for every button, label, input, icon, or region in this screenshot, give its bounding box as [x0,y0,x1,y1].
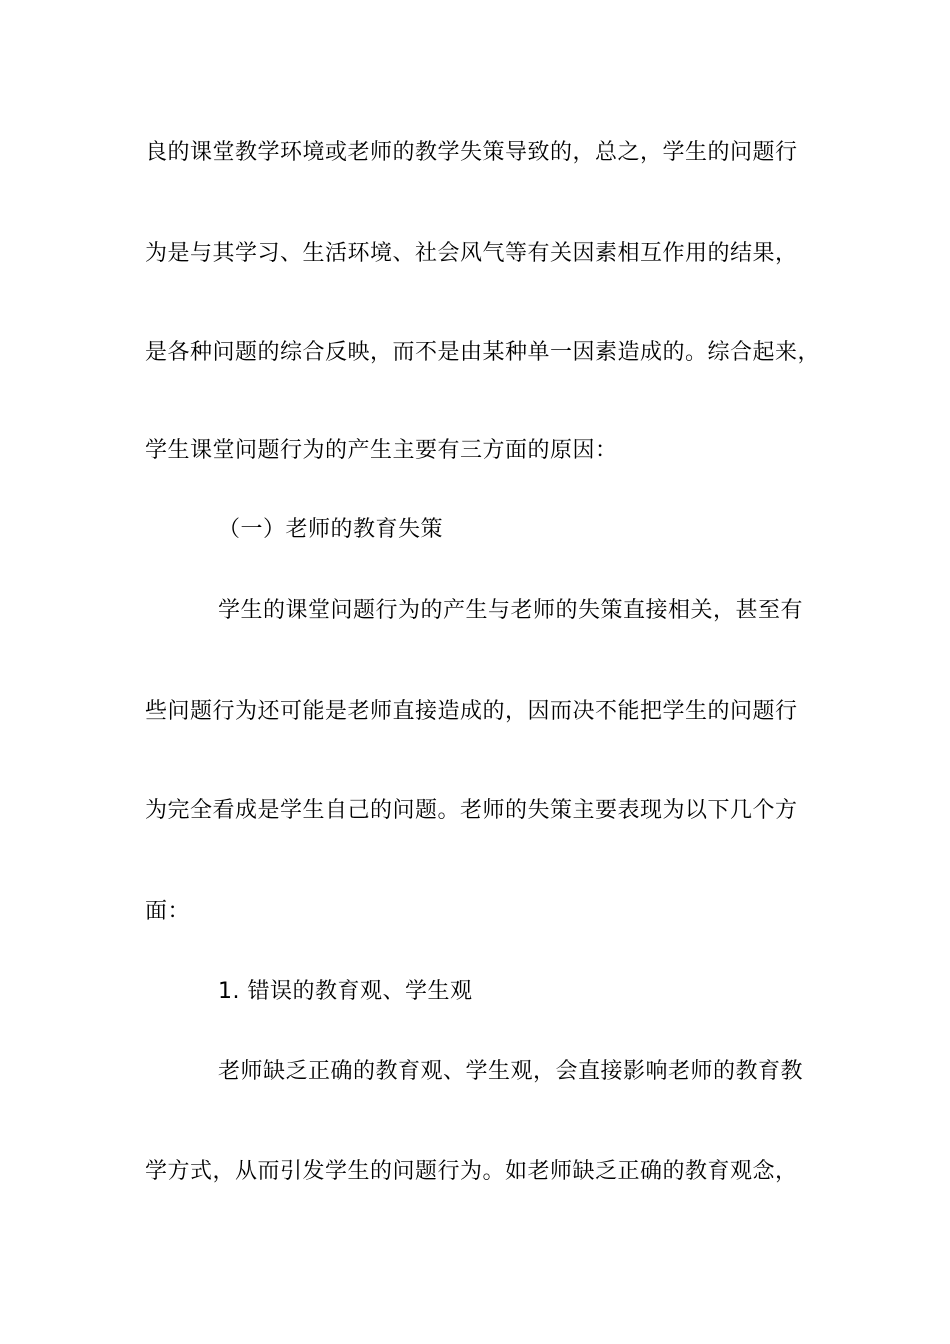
body-text-line: 老师缺乏正确的教育观、学生观，会直接影响老师的教育教 [218,1059,804,1084]
body-text-line: 学生课堂问题行为的产生主要有三方面的原因： [145,438,618,463]
body-text-line: 些问题行为还可能是老师直接造成的，因而决不能把学生的问题行 [145,699,798,724]
section-heading: （一）老师的教育失策 [218,517,444,542]
subsection-heading: 1. 错误的教育观、学生观 [218,979,473,1004]
body-text-line: 为是与其学习、生活环境、社会风气等有关因素相互作用的结果， [145,241,798,266]
body-text-line: 面： [145,899,191,924]
body-text-line: 为完全看成是学生自己的问题。老师的失策主要表现为以下几个方 [145,798,798,823]
body-text-line: 良的课堂教学环境或老师的教学失策导致的，总之，学生的问题行 [145,140,798,165]
body-text-line: 学方式，从而引发学生的问题行为。如老师缺乏正确的教育观念， [145,1159,798,1184]
body-text-line: 学生的课堂问题行为的产生与老师的失策直接相关，甚至有 [218,598,804,623]
body-text-line: 是各种问题的综合反映，而不是由某种单一因素造成的。综合起来， [145,340,821,365]
